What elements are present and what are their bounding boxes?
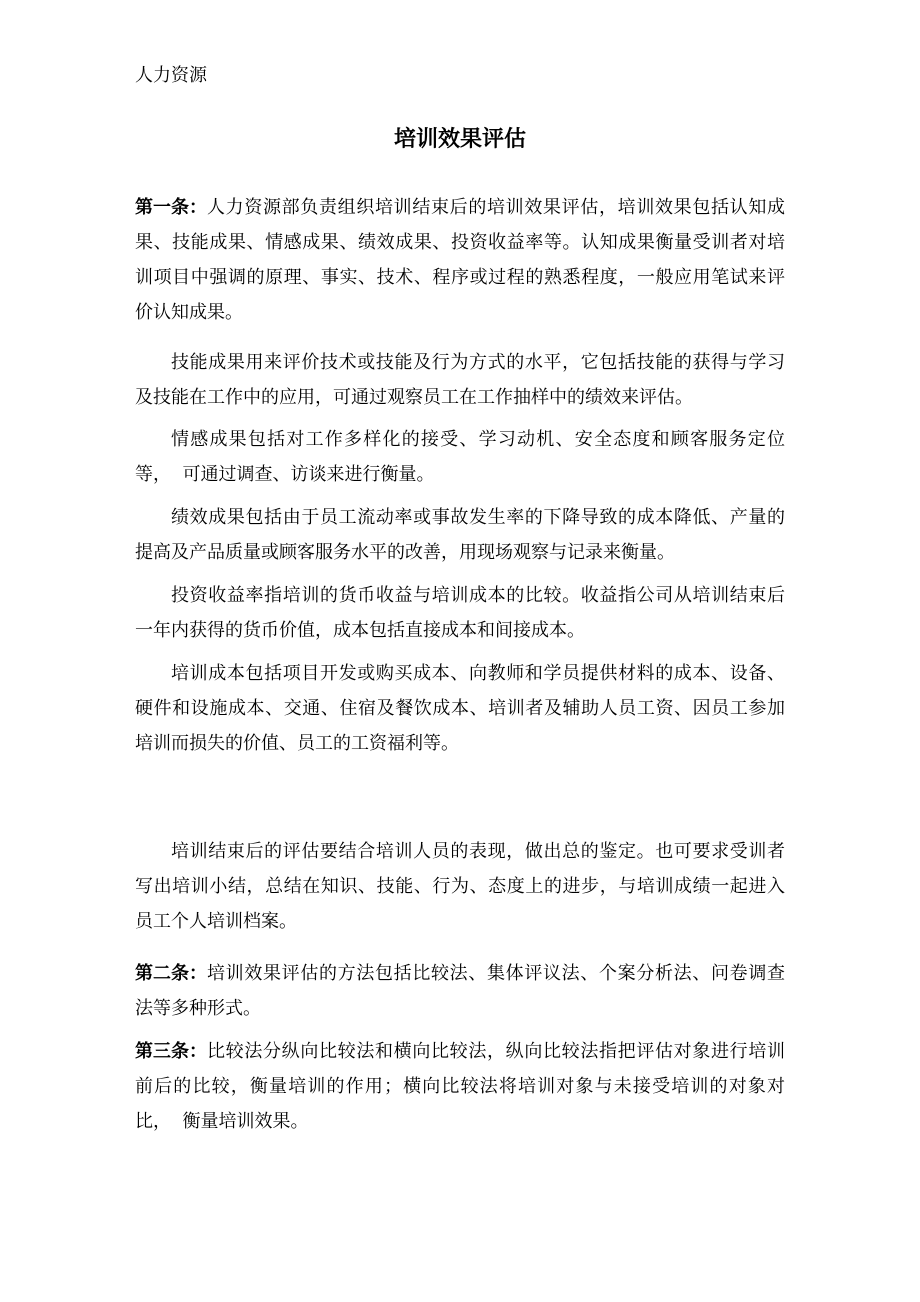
paragraph bbox=[135, 422, 785, 492]
paragraph-line: 绩效成果包括由于员工流动率或事故发生率的下降导致的成本降低、产量的 bbox=[171, 507, 785, 528]
paragraph-line bbox=[135, 1034, 785, 1069]
paragraph bbox=[135, 834, 785, 939]
paragraph-line: 等， 可通过调查、访谈来进行衡量。 bbox=[135, 464, 435, 485]
paragraph-line: 培训成本包括项目开发或购买成本、向教师和学员提供材料的成本、设备、 bbox=[171, 663, 785, 684]
paragraph bbox=[135, 1034, 785, 1139]
paragraph-line: 价认知成果。 bbox=[135, 302, 243, 323]
paragraph bbox=[135, 956, 785, 1026]
paragraph-line: 果、技能成果、情感成果、绩效成果、投资收益率等。认知成果衡量受训者对培 bbox=[135, 232, 785, 253]
paragraph bbox=[135, 656, 785, 761]
paragraph bbox=[135, 500, 785, 570]
paragraph-line: 写出培训小结，总结在知识、技能、行为、态度上的进步，与培训成绩一起进入 bbox=[135, 876, 785, 897]
paragraph-line: 法等多种形式。 bbox=[135, 998, 261, 1019]
document-title: 培训效果评估 bbox=[393, 127, 526, 152]
paragraph-line: 投资收益率指培训的货币收益与培训成本的比较。收益指公司从培训结束后 bbox=[171, 585, 785, 606]
article-label: 第三条： bbox=[135, 1041, 207, 1062]
paragraph-line: 一年内获得的货币价值，成本包括直接成本和间接成本。 bbox=[135, 620, 585, 641]
paragraph-line: 前后的比较，衡量培训的作用；横向比较法将培训对象与未接受培训的对象对 bbox=[135, 1076, 785, 1097]
article-label: 第二条： bbox=[135, 963, 207, 984]
paragraph-line: 员工个人培训档案。 bbox=[135, 911, 297, 932]
paragraph-line bbox=[135, 956, 785, 991]
paragraph-line: 培训结束后的评估要结合培训人员的表现，做出总的鉴定。也可要求受训者 bbox=[171, 841, 785, 862]
line-text: 人力资源部负责组织培训结束后的培训效果评估，培训效果包括认知成 bbox=[207, 197, 785, 218]
paragraph-line: 训项目中强调的原理、事实、技术、程序或过程的熟悉程度，一般应用笔试来评 bbox=[135, 267, 785, 288]
article-label: 第一条： bbox=[135, 197, 207, 218]
line-text: 培训效果评估的方法包括比较法、集体评议法、个案分析法、问卷调查 bbox=[207, 963, 785, 984]
paragraph-line: 及技能在工作中的应用，可通过观察员工在工作抽样中的绩效来评估。 bbox=[135, 387, 693, 408]
line-text: 比较法分纵向比较法和横向比较法，纵向比较法指把评估对象进行培训 bbox=[207, 1041, 785, 1062]
document-header: 人力资源 bbox=[135, 65, 207, 86]
paragraph bbox=[135, 190, 785, 330]
paragraph-line: 情感成果包括对工作多样化的接受、学习动机、安全态度和顾客服务定位 bbox=[171, 429, 785, 450]
paragraph-line: 硬件和设施成本、交通、住宿及餐饮成本、培训者及辅助人员工资、因员工参加 bbox=[135, 698, 785, 719]
paragraph bbox=[135, 345, 785, 415]
paragraph-line: 培训而损失的价值、员工的工资福利等。 bbox=[135, 733, 459, 754]
paragraph-line: 提高及产品质量或顾客服务水平的改善，用现场观察与记录来衡量。 bbox=[135, 542, 675, 563]
paragraph bbox=[135, 578, 785, 648]
paragraph-line bbox=[135, 190, 785, 225]
paragraph-line: 技能成果用来评价技术或技能及行为方式的水平，它包括技能的获得与学习 bbox=[171, 352, 785, 373]
paragraph-line: 比， 衡量培训效果。 bbox=[135, 1111, 309, 1132]
